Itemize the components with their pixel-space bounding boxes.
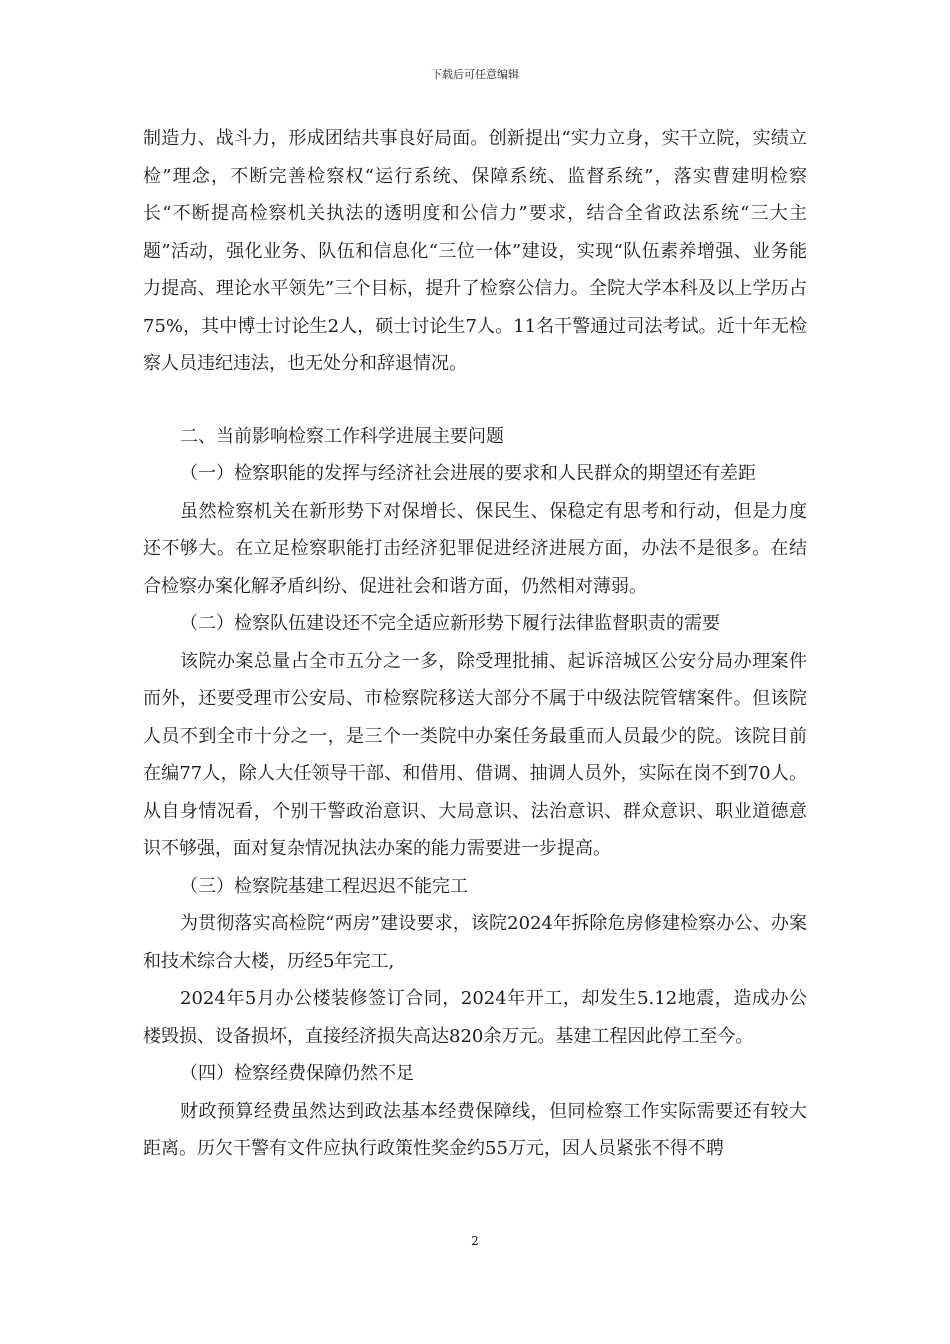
- subsection-heading-2: （二）检察队伍建设还不完全适应新形势下履行法律监督职责的需要: [180, 613, 720, 634]
- page-number: 2: [471, 1234, 479, 1248]
- subsection-text-2: 该院办案总量占全市五分之一多，除受理批捕、起诉涪城区公安分局办理案件而外，还要受理市公安局、市检察院移送大部分不属于中级法院管辖案件。但该院人员不到全市十分之一，是三个一类院中办案任务最重而人员最少的院。该院目前在编77人，除人大任领导干部、和借用、借调、抽调人员外，实际在岗不到70人。从自身情况看，个别干警政治意识、大局意识、法治意识、群众意识、职业道德意识不够强，面对复杂情况执法办案的能力需要进一步提高。: [143, 650, 807, 859]
- document-body: [143, 120, 807, 1168]
- subsection-heading-4: （四）检察经费保障仍然不足: [180, 1063, 414, 1084]
- subsection-heading-3: （三）检察院基建工程迟迟不能完工: [180, 875, 468, 897]
- subsection-text-3b: 2024年5月办公楼装修签订合同，2024年开工，却发生5.12地震，造成办公楼毁损、设备损坏，直接经济损失高达820余万元。基建工程因此停工至今。: [143, 988, 807, 1047]
- subsection-text-4: 财政预算经费虽然达到政法基本经费保障线，但同检察工作实际需要还有较大距离。历欠干警有文件应执行政策性奖金约55万元，因人员紧张不得不聘: [143, 1100, 807, 1159]
- paragraph-gap: [143, 383, 807, 418]
- page-header: 下载后可任意编辑: [431, 68, 519, 81]
- subsection-heading-1: （一）检察职能的发挥与经济社会进展的要求和人民群众的期望还有差距: [180, 463, 756, 484]
- paragraph-continuation: 制造力、战斗力，形成团结共事良好局面。创新提出“实力立身，实干立院，实绩立检”理念，不断完善检察权“运行系统、保障系统、监督系统”，落实曹建明检察长“不断提高检察机关执法的透明度和公信力”要求，结合全省政法系统“三大主题”活动，强化业务、队伍和信息化“三位一体”建设，实现“队伍素养增强、业务能力提高、理论水平领先”三个目标，提升了检察公信力。全院大学本科及以上学历占75%，其中博士讨论生2人，硕士讨论生7人。11名干警通过司法考试。近十年无检察人员违纪违法，也无处分和辞退情况。: [143, 128, 807, 374]
- subsection-text-1: 虽然检察机关在新形势下对保增长、保民生、保稳定有思考和行动，但是力度还不够大。在立足检察职能打击经济犯罪促进经济进展方面，办法不是很多。在结合检察办案化解矛盾纠纷、促进社会和谐方面，仍然相对薄弱。: [143, 500, 807, 597]
- section-heading: 二、当前影响检察工作科学进展主要问题: [180, 425, 504, 447]
- subsection-text-3a: 为贯彻落实高检院“两房”建设要求，该院2024年拆除危房修建检察办公、办案和技术综合大楼，历经5年完工,: [143, 913, 807, 972]
